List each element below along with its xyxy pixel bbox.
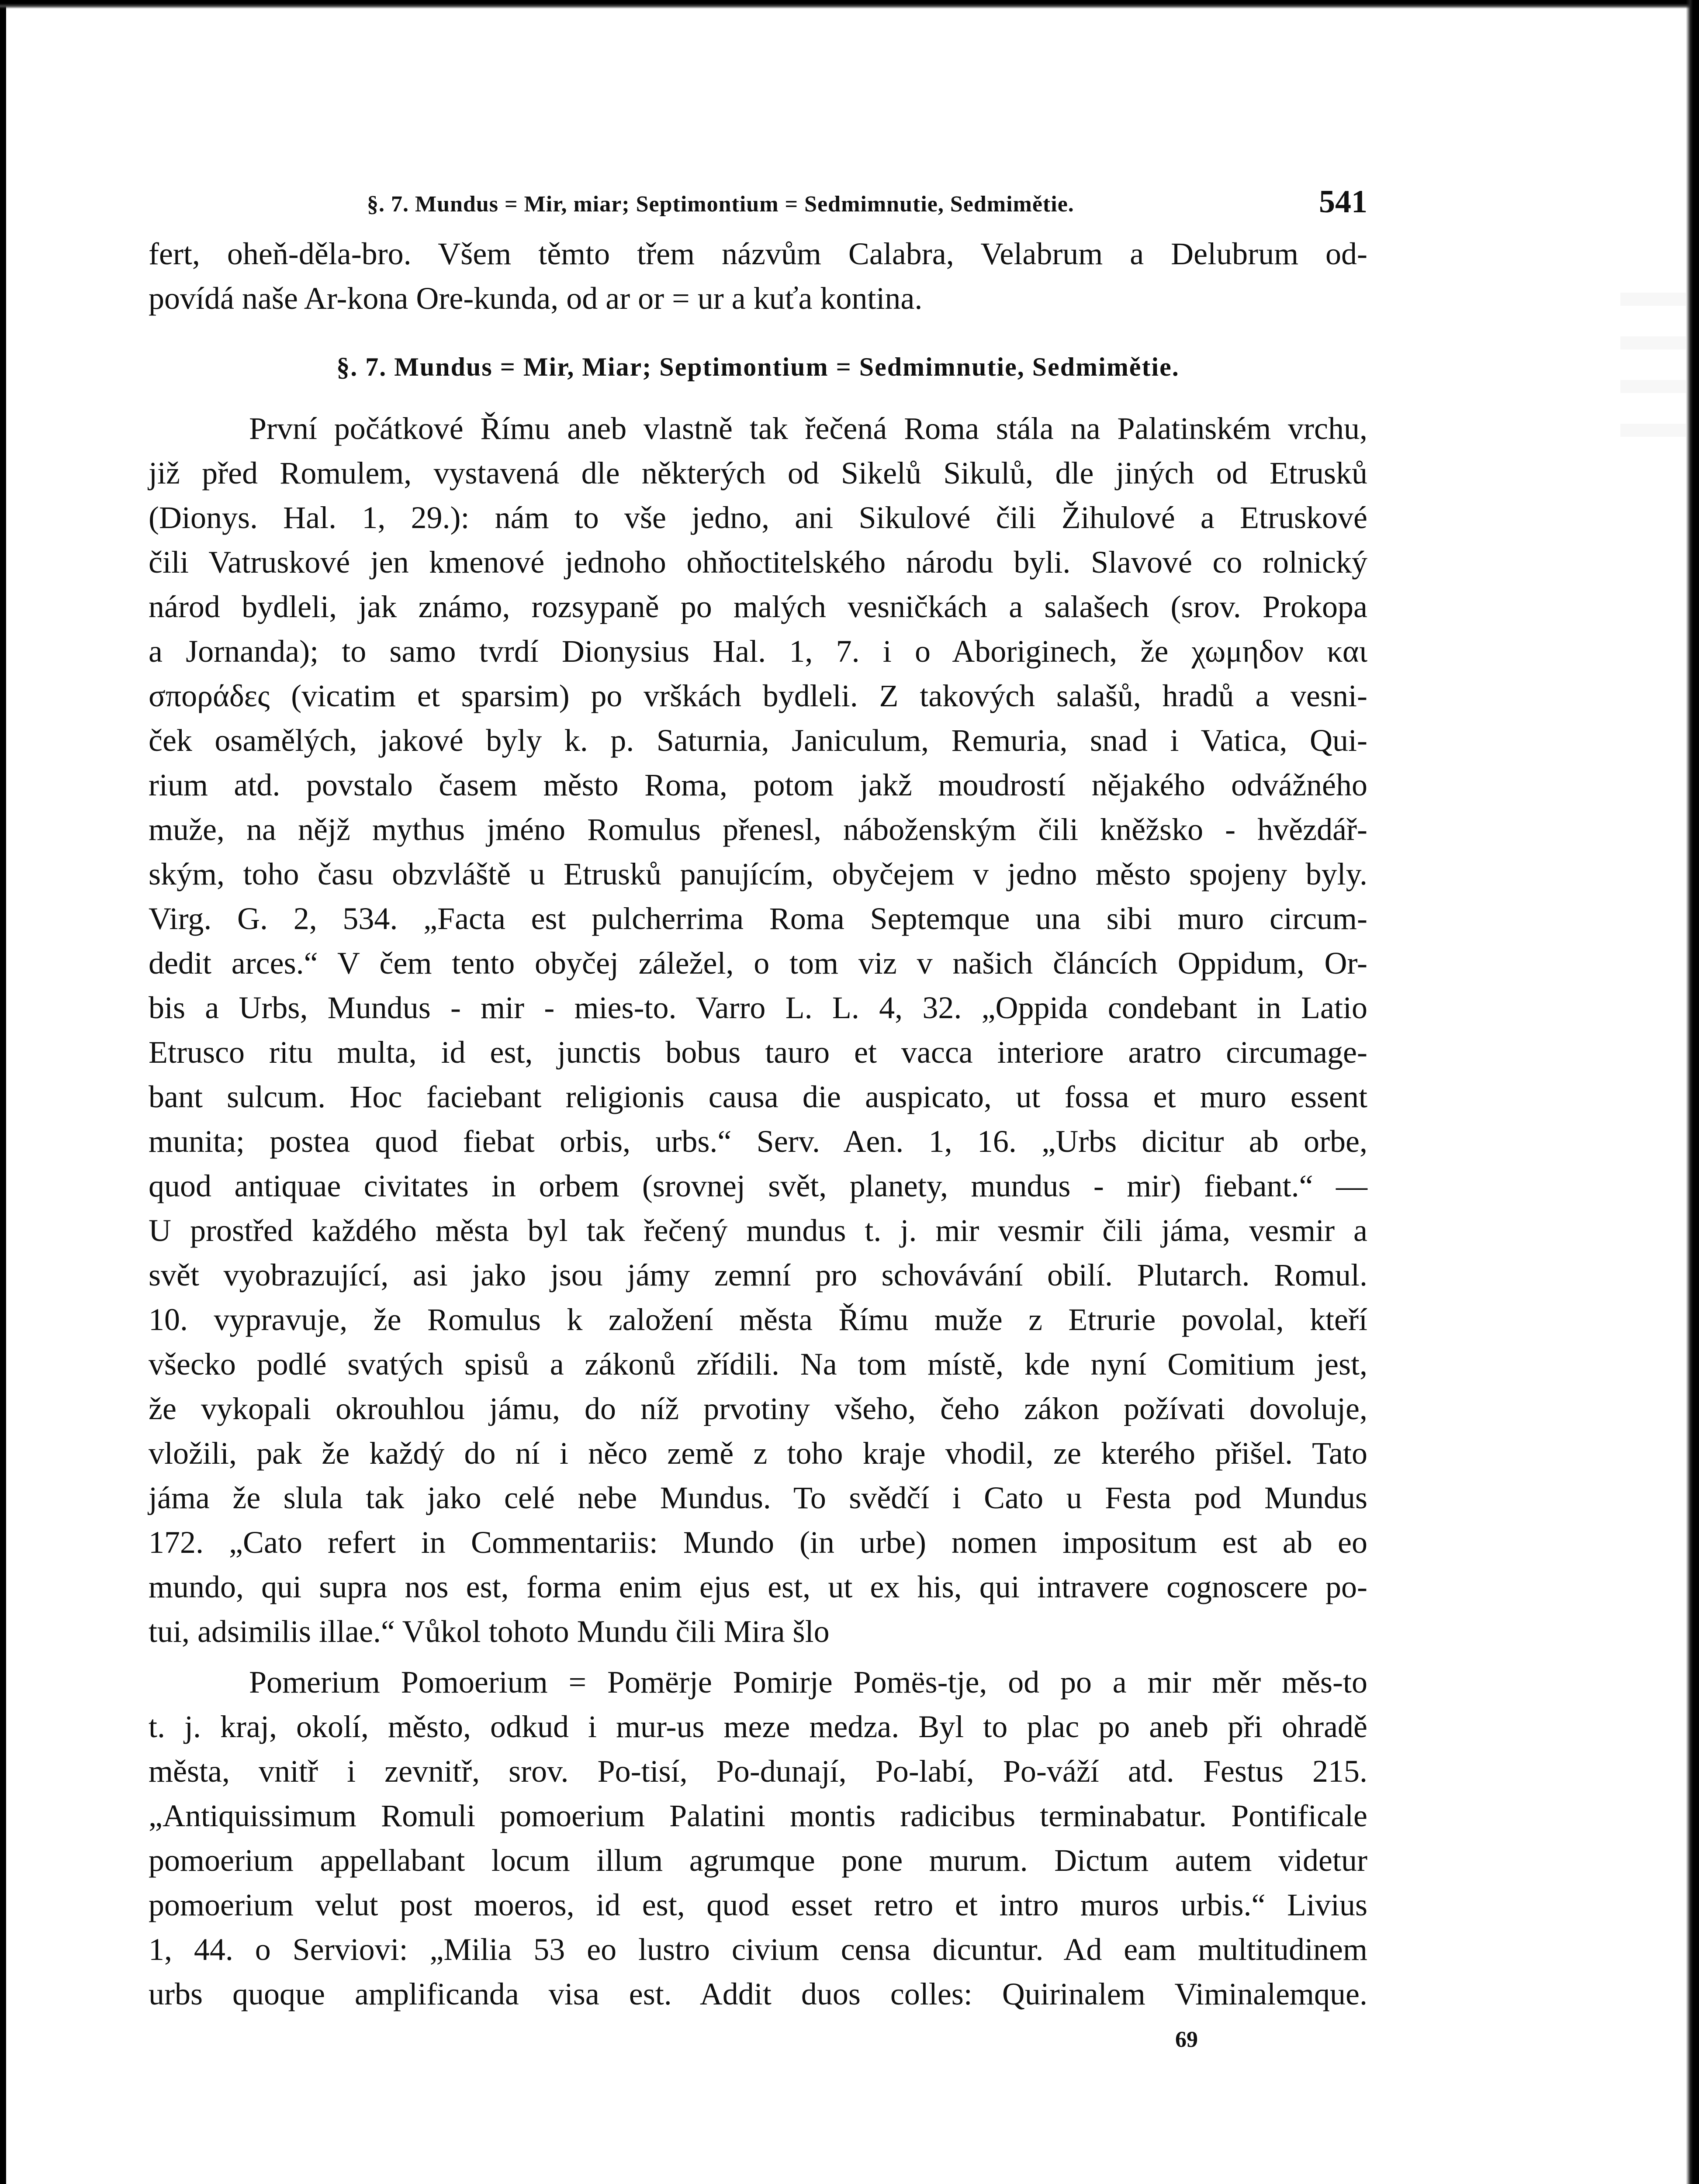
text-line: jáma že slula tak jako celé nebe Mundus. To svědčí i Cato u Festa pod Mundus (149, 1480, 1367, 1515)
text-line: 10. vypravuje, že Romulus k založení města Římu muže z Etrurie povolal, kteří (149, 1302, 1367, 1337)
text-line: rium atd. povstalo časem město Roma, potom jakž moudrostí nějakého odvážného (149, 767, 1367, 802)
text-line: U prostřed každého města byl tak řečený mundus t. j. mir vesmir čili jáma, vesmir a (149, 1213, 1367, 1248)
text-line: Pomerium Pomoerium = Pomërje Pomirje Pomës-tje, od po a mir měr měs-to (249, 1665, 1367, 1700)
text-line: dedit arces.“ V čem tento obyčej záležel, o tom viz v našich článcích Oppidum, Or- (149, 946, 1367, 981)
text-line: tui, adsimilis illae.“ Vůkol tohoto Mundu čili Mira šlo (149, 1614, 830, 1649)
bleed-through-shadow (1620, 262, 1686, 459)
text-line: První počátkové Římu aneb vlastně tak řečená Roma stála na Palatinském vrchu, (249, 411, 1367, 446)
text-line: vložili, pak že každý do ní i něco země z toho kraje vhodil, ze kterého přišel. Tato (149, 1436, 1367, 1471)
text-line: bis a Urbs, Mundus - mir - mies-to. Varro L. L. 4, 32. „Oppida condebant in Latio (149, 990, 1367, 1025)
continuation-text (149, 232, 1367, 321)
text-line: pomoerium velut post moeros, id est, quod esset retro et intro muros urbis.“ Livius (149, 1887, 1367, 1922)
page (149, 183, 1367, 2053)
scan-edge-right (1686, 0, 1699, 2184)
text-line: čili Vatruskové jen kmenové jednoho ohňoctitelského národu byli. Slavové co rolnický (149, 545, 1367, 580)
text-line: muže, na nějž mythus jméno Romulus přenesl, náboženským čili kněžsko - hvězdář- (149, 812, 1367, 847)
text-line: quod antiquae civitates in orbem (srovnej svět, planety, mundus - mir) fiebant.“ — (149, 1168, 1367, 1203)
section-heading: §. 7. Mundus = Mir, Miar; Septimontium = Sedmimnutie, Sedmimětie. (336, 352, 1180, 381)
text-line: 1, 44. o Serviovi: „Milia 53 eo lustro civium censa dicuntur. Ad eam multitudinem (149, 1932, 1367, 1967)
scan-edge-top (0, 0, 1699, 9)
text-line: ským, toho času obzvláště u Etrusků panujícím, obyčejem v jedno město spojeny byly. (149, 857, 1367, 892)
paragraph-1 (149, 406, 1367, 1654)
signature-mark: 69 (1175, 2027, 1198, 2052)
text-line: fert, oheň-děla-bro. Všem těmto třem názvům Calabra, Velabrum a Delubrum od- (149, 236, 1367, 271)
text-line: všecko podlé svatých spisů a zákonů zřídili. Na tom místě, kde nyní Comitium jest, (149, 1347, 1367, 1382)
text-line: ček osamělých, jakové byly k. p. Saturnia, Janiculum, Remuria, snad i Vatica, Qui- (149, 723, 1367, 758)
text-line: bant sulcum. Hoc faciebant religionis causa die auspicato, ut fossa et muro essent (149, 1079, 1367, 1114)
running-header (149, 183, 1367, 232)
text-line: povídá naše Ar-kona Ore-kunda, od ar or = ur a kuťa kontina. (149, 281, 923, 316)
text-line: pomoerium appellabant locum illum agrumque pone murum. Dictum autem videtur (149, 1843, 1367, 1878)
text-line: národ bydleli, jak známo, rozsypaně po malých vesničkách a salašech (srov. Prokopa (149, 589, 1367, 624)
text-line: urbs quoque amplificanda visa est. Addit duos colles: Quirinalem Viminalemque. (149, 1977, 1367, 2011)
page-number: 541 (1319, 184, 1367, 220)
text-line: 172. „Cato refert in Commentariis: Mundo (in urbe) nomen impositum est ab eo (149, 1525, 1367, 1560)
text-line: munita; postea quod fiebat orbis, urbs.“ Serv. Aen. 1, 16. „Urbs dicitur ab orbe, (149, 1124, 1367, 1159)
text-line: t. j. kraj, okolí, město, odkud i mur-us meze medza. Byl to plac po aneb při ohradě (149, 1709, 1367, 1744)
text-line: Etrusco ritu multa, id est, junctis bobus tauro et vacca interiore aratro circumage- (149, 1035, 1367, 1070)
text-line: že vykopali okrouhlou jámu, do níž prvotiny všeho, čeho zákon požívati dovoluje, (149, 1391, 1367, 1426)
scan-edge-left (0, 0, 6, 2184)
text-line: již před Romulem, vystavená dle některých od Sikelů Sikulů, dle jiných od Etrusků (149, 456, 1367, 491)
text-line: města, vnitř i zevnitř, srov. Po-tisí, Po-dunají, Po-labí, Po-váží atd. Festus 215. (149, 1754, 1367, 1789)
running-title: §. 7. Mundus = Mir, miar; Septimontium = Sedmimnutie, Sedmimětie. (367, 192, 1074, 217)
text-line: svět vyobrazující, asi jako jsou jámy zemní pro schovávání obilí. Plutarch. Romul. (149, 1258, 1367, 1292)
paragraph-2 (149, 1660, 1367, 2016)
text-line: σποράδες (vicatim et sparsim) po vrškách bydleli. Z takových salašů, hradů a vesni- (149, 678, 1367, 713)
text-line: „Antiquissimum Romuli pomoerium Palatini montis radicibus terminabatur. Pontificale (149, 1798, 1367, 1833)
text-line: (Dionys. Hal. 1, 29.): nám to vše jedno, ani Sikulové čili Žihulové a Etruskové (149, 500, 1367, 535)
text-line: a Jornanda); to samo tvrdí Dionysius Hal. 1, 7. i o Aboriginech, že χωμηδον και (149, 634, 1367, 669)
text-line: mundo, qui supra nos est, forma enim ejus est, ut ex his, qui intravere cognoscere po- (149, 1569, 1367, 1604)
text-line: Virg. G. 2, 534. „Facta est pulcherrima Roma Septemque una sibi muro circum- (149, 901, 1367, 936)
